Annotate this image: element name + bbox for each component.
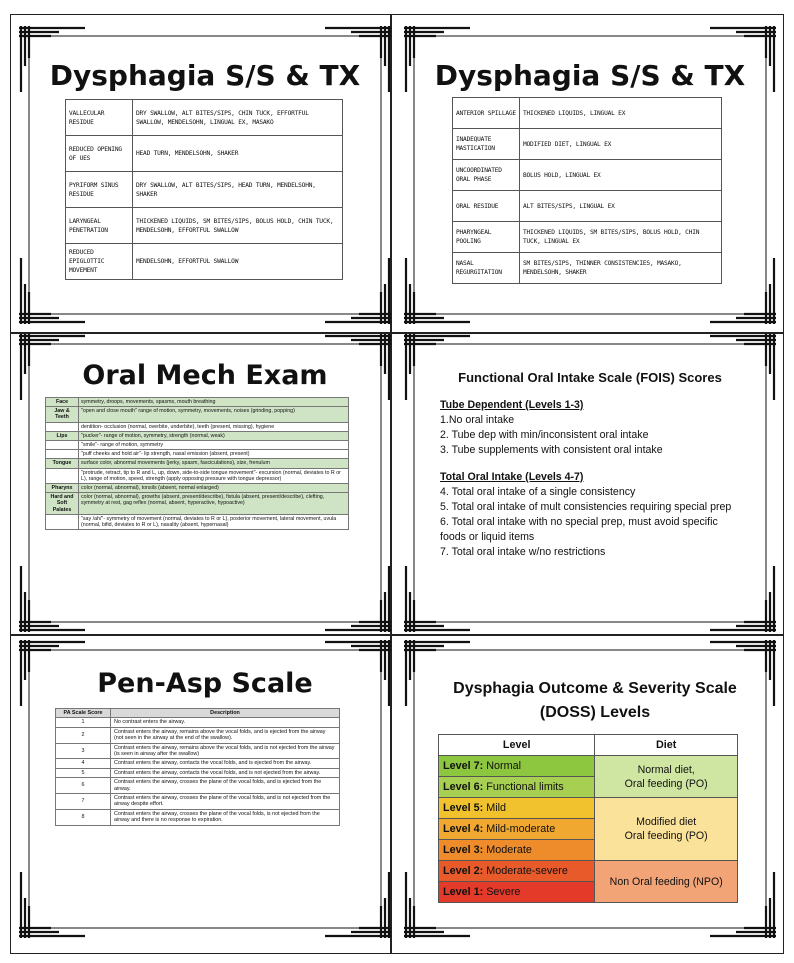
region-cell: Hard and Soft Palates xyxy=(46,493,79,515)
diet-line: Modified diet xyxy=(636,816,697,828)
table-row xyxy=(453,160,722,191)
description-cell: dentition- occlusion (normal, overbite, underbite), teeth (present, missing), hygiene xyxy=(79,422,349,431)
sign-cell: REDUCED OPENING OF UES xyxy=(66,136,133,172)
level-number: Level 1: xyxy=(443,886,484,898)
description-cell: color (normal, abnormal), growths (absent, present/describe), fistula (absent, present/describe), clefting, symmetry at rest, gag reflex (normal, absent, hyperactive, hypoactive) xyxy=(79,493,349,515)
level-number: Level 2: xyxy=(443,865,484,877)
table-row xyxy=(46,441,349,450)
level-number: Level 6: xyxy=(443,781,484,793)
treatment-cell: MODIFIED DIET, LINGUAL EX xyxy=(520,129,722,160)
region-cell: Face xyxy=(46,398,79,407)
table-row xyxy=(66,136,343,172)
pen-asp-table xyxy=(55,708,340,826)
score-cell: 2 xyxy=(56,727,111,743)
region-cell xyxy=(46,441,79,450)
diet-cell xyxy=(595,756,738,798)
table-row xyxy=(46,407,349,422)
description-cell: Contrast enters the airway, crosses the plane of the vocal folds, and is not ejected from the airway despite effort. xyxy=(111,794,340,810)
region-cell: Jaw & Teeth xyxy=(46,407,79,422)
fois-item: 4. Total oral intake of a single consistency xyxy=(440,486,636,498)
level-number: Level 5: xyxy=(443,802,484,814)
dysphagia-table xyxy=(452,97,722,284)
fois-item: 5. Total oral intake of mult consistencies requiring special prep xyxy=(440,501,732,513)
fois-item: 1.No oral intake xyxy=(440,414,515,426)
level-name: Severe xyxy=(486,886,521,898)
sign-cell: INADEQUATE MASTICATION xyxy=(453,129,520,160)
table-row xyxy=(46,468,349,483)
description-cell: symmetry, droops, movements, spasms, mouth breathing xyxy=(79,398,349,407)
description-cell: Contrast enters the airway, contacts the vocal folds, and is not ejected from the airway. xyxy=(111,768,340,777)
sign-cell: REDUCED EPIGLOTTIC MOVEMENT xyxy=(66,244,133,280)
table-row xyxy=(56,768,340,777)
table-row xyxy=(453,129,722,160)
table-row xyxy=(46,422,349,431)
treatment-cell: DRY SWALLOW, ALT BITES/SIPS, HEAD TURN, MENDELSOHN, SHAKER xyxy=(133,172,343,208)
description-cell: "say /ah/"- symmetry of movement (normal, deviates to R or L), posterior movement, lateral movement, uvula (normal, bifid, deviates to R or L), nasality (absent, hypernasal) xyxy=(79,514,349,529)
score-cell: 8 xyxy=(56,809,111,825)
table-row xyxy=(56,778,340,794)
description-cell: "puff cheeks and hold air"- lip strength, nasal emission (absent, present) xyxy=(79,450,349,459)
table-row xyxy=(66,172,343,208)
fois-heading-tube: Tube Dependent (Levels 1-3) xyxy=(440,399,584,411)
level-number: Level 4: xyxy=(443,823,484,835)
sign-cell: PYRIFORM SINUS RESIDUE xyxy=(66,172,133,208)
description-cell: color (normal, abnormal), tonsils (absent, normal enlarged) xyxy=(79,484,349,493)
score-cell: 3 xyxy=(56,743,111,759)
card-pen-asp xyxy=(15,636,395,942)
sign-cell: UNCOORDINATED ORAL PHASE xyxy=(453,160,520,191)
diet-line: Normal diet, xyxy=(637,763,695,776)
table-row xyxy=(66,244,343,280)
level-name: Normal xyxy=(486,760,522,772)
level-cell xyxy=(439,798,595,819)
column-header: Diet xyxy=(595,735,738,756)
description-cell: "smile"- range of motion, symmetry xyxy=(79,441,349,450)
table-row xyxy=(46,450,349,459)
diet-cell xyxy=(595,798,738,861)
sign-cell: NASAL REGURGITATION xyxy=(453,253,520,284)
treatment-cell: MENDELSOHN, EFFORTFUL SWALLOW xyxy=(133,244,343,280)
level-cell xyxy=(439,882,595,903)
card-title: Dysphagia S/S & TX xyxy=(434,59,746,92)
sign-cell: ORAL RESIDUE xyxy=(453,191,520,222)
treatment-cell: ALT BITES/SIPS, LINGUAL EX xyxy=(520,191,722,222)
fois-item: 7. Total oral intake w/no restrictions xyxy=(440,546,606,558)
table-row xyxy=(56,809,340,825)
table-row xyxy=(46,398,349,407)
score-cell: 7 xyxy=(56,794,111,810)
column-header: Description xyxy=(111,709,340,718)
description-cell: "open and close mouth" range of motion, symmetry, movements, noises (grinding, popping) xyxy=(79,407,349,422)
card-title: Pen-Asp Scale xyxy=(97,668,313,699)
card-dysphagia-2 xyxy=(400,22,780,328)
sign-cell: VALLECULAR RESIDUE xyxy=(66,100,133,136)
fois-list xyxy=(440,394,740,560)
level-name: Mild xyxy=(486,802,507,814)
column-header: PA Scale Score xyxy=(56,709,111,718)
diet-line: Oral feeding (PO) xyxy=(624,830,708,842)
treatment-cell: DRY SWALLOW, ALT BITES/SIPS, CHIN TUCK, EFFORTFUL SWALLOW, MENDELSOHN, LINGUAL EX, MASAKO xyxy=(133,100,343,136)
level-number: Level 7: xyxy=(443,760,484,772)
table-row xyxy=(56,743,340,759)
fois-heading-total: Total Oral Intake (Levels 4-7) xyxy=(440,471,584,483)
description-cell: No contrast enters the airway. xyxy=(111,718,340,727)
level-cell xyxy=(439,819,595,840)
description-cell: "protrude, retract, tip to R and L, up, down, side-to-side tongue movement"- excursion (normal, deviates to R or L), range of motion, speed, strength (apply opposing pressure with tongue depressor) xyxy=(79,468,349,483)
region-cell xyxy=(46,468,79,483)
treatment-cell: THICKENED LIQUIDS, LINGUAL EX xyxy=(520,98,722,129)
table-row xyxy=(46,459,349,468)
region-cell: Pharynx xyxy=(46,484,79,493)
card-title: Dysphagia Outcome & Severity Scale (DOSS) Levels xyxy=(453,680,737,721)
treatment-cell: SM BITES/SIPS, THINNER CONSISTENCIES, MASAKO, MENDELSOHN, SHAKER xyxy=(520,253,722,284)
description-cell: Contrast enters the airway, contacts the vocal folds, and is ejected from the airway. xyxy=(111,759,340,768)
sign-cell: PHARYNGEAL POOLING xyxy=(453,222,520,253)
description-cell: "pucker"- range of motion, symmetry, strength (normal, weak) xyxy=(79,431,349,440)
table-row xyxy=(56,759,340,768)
card-doss xyxy=(400,636,780,942)
column-header: Level xyxy=(439,735,595,756)
table-row xyxy=(46,514,349,529)
description-cell: Contrast enters the airway, crosses the plane of the vocal folds, is not ejected from the airway and there is no response to expiration. xyxy=(111,809,340,825)
level-name: Moderate xyxy=(486,844,532,856)
diet-line: Oral feeding (PO) xyxy=(624,777,708,790)
table-row xyxy=(46,493,349,515)
table-row xyxy=(46,431,349,440)
table-row xyxy=(66,208,343,244)
doss-table xyxy=(438,734,738,903)
dysphagia-table xyxy=(65,99,343,280)
table-row xyxy=(453,191,722,222)
card-oral-mech xyxy=(15,330,395,636)
treatment-cell: BOLUS HOLD, LINGUAL EX xyxy=(520,160,722,191)
level-name: Mild-moderate xyxy=(486,823,556,835)
region-cell xyxy=(46,514,79,529)
level-cell xyxy=(439,756,595,777)
table-row xyxy=(56,727,340,743)
description-cell: Contrast enters the airway, crosses the plane of the vocal folds, and is ejected from the airway. xyxy=(111,778,340,794)
level-name: Functional limits xyxy=(486,781,564,793)
table-row xyxy=(439,798,738,819)
score-cell: 4 xyxy=(56,759,111,768)
sign-cell: ANTERIOR SPILLAGE xyxy=(453,98,520,129)
oral-mech-table xyxy=(45,397,349,530)
level-cell xyxy=(439,861,595,882)
table-row xyxy=(56,718,340,727)
fois-item: 6. Total oral intake with no special prep, must avoid specific foods or liquid items xyxy=(440,516,718,543)
region-cell: Lips xyxy=(46,431,79,440)
treatment-cell: THICKENED LIQUIDS, SM BITES/SIPS, BOLUS HOLD, CHIN TUCK, MENDELSOHN, EFFORTFUL SWALLOW xyxy=(133,208,343,244)
level-cell xyxy=(439,777,595,798)
card-title: Dysphagia S/S & TX xyxy=(49,59,361,92)
treatment-cell: THICKENED LIQUIDS, SM BITES/SIPS, BOLUS HOLD, CHIN TUCK, LINGUAL EX xyxy=(520,222,722,253)
level-name: Moderate-severe xyxy=(486,865,568,877)
table-row xyxy=(66,100,343,136)
table-row xyxy=(46,484,349,493)
region-cell xyxy=(46,422,79,431)
card-title: Functional Oral Intake Scale (FOIS) Scores xyxy=(458,370,722,385)
table-row xyxy=(56,794,340,810)
description-cell: Contrast enters the airway, remains above the vocal folds, and is not ejected from the airway (is seen in airway after the swallow) xyxy=(111,743,340,759)
region-cell xyxy=(46,450,79,459)
table-row xyxy=(439,756,738,777)
card-dysphagia-1 xyxy=(15,22,395,328)
description-cell: surface color, abnormal movements (jerky, spasm, fasciculations), size, frenulum xyxy=(79,459,349,468)
region-cell: Tongue xyxy=(46,459,79,468)
level-number: Level 3: xyxy=(443,844,484,856)
level-cell xyxy=(439,840,595,861)
score-cell: 6 xyxy=(56,778,111,794)
score-cell: 5 xyxy=(56,768,111,777)
table-row xyxy=(453,253,722,284)
fois-item: 2. Tube dep with min/inconsistent oral intake xyxy=(440,429,649,441)
treatment-cell: HEAD TURN, MENDELSOHN, SHAKER xyxy=(133,136,343,172)
fois-item: 3. Tube supplements with consistent oral intake xyxy=(440,444,663,456)
card-fois xyxy=(400,330,780,636)
sign-cell: LARYNGEAL PENETRATION xyxy=(66,208,133,244)
table-row xyxy=(453,98,722,129)
table-row xyxy=(453,222,722,253)
table-row xyxy=(439,861,738,882)
diet-cell xyxy=(595,861,738,903)
description-cell: Contrast enters the airway, remains above the vocal folds, and is ejected from the airway (not seen in the airway at the end of the swallow). xyxy=(111,727,340,743)
diet-line: Non Oral feeding (NPO) xyxy=(609,875,723,888)
score-cell: 1 xyxy=(56,718,111,727)
card-title: Oral Mech Exam xyxy=(82,360,328,391)
